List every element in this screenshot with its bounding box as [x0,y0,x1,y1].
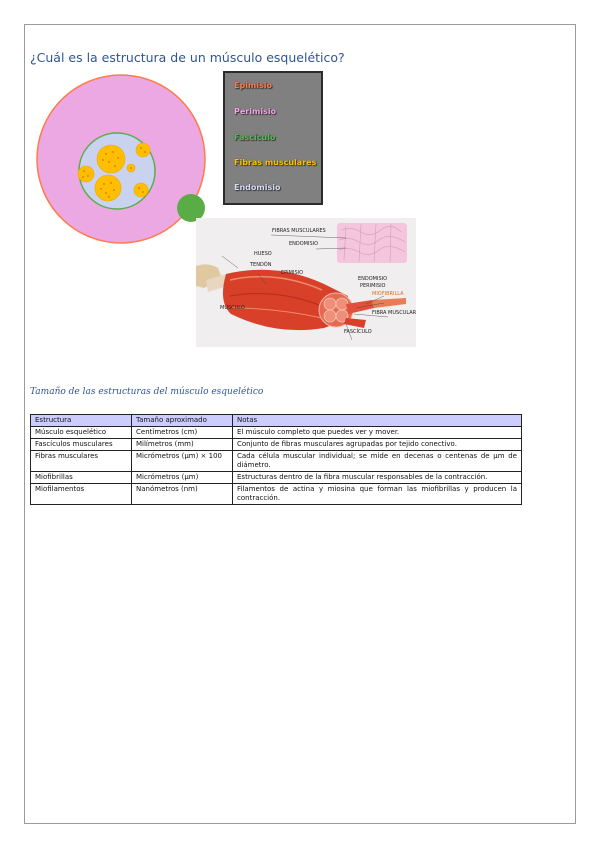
label-tendon: TENDÓN [250,262,272,268]
cell-tamano: Micrómetros (µm) [132,472,233,484]
legend-item-endomisio: Endomisio [234,183,281,192]
cell-estructura: Fibras musculares [31,451,132,472]
cell-notas: El músculo completo que puedes ver y mover. [233,427,522,439]
cell-notas: Conjunto de fibras musculares agrupadas por tejido conectivo. [233,439,522,451]
label-hueso: HUESO [254,251,272,257]
legend-item-perimisio: Perimisio [234,107,277,116]
label-endomisio: ENDOMISIO [358,276,388,282]
label-musculo: MÚSCULO [220,305,245,311]
cell-estructura: Músculo esquelético [31,427,132,439]
label-perimisio: PERIMISIO [360,283,386,289]
fiber-3 [78,166,94,182]
cell-estructura: Miofilamentos [31,484,132,505]
table-header-row [31,415,522,427]
label-fibra-muscular: FIBRA MUSCULAR [372,310,417,316]
cell-tamano: Nanómetros (nm) [132,484,233,505]
table-row [31,439,522,451]
header-notas: Notas [233,415,522,427]
cell-tamano: Milímetros (mm) [132,439,233,451]
page-title: ¿Cuál es la estructura de un músculo esquelético? [30,50,345,65]
structure-size-table [30,414,522,505]
cell-estructura: Miofibrillas [31,472,132,484]
fiber-1 [97,145,125,173]
label-fasciculo: FASCÍCULO [344,329,372,335]
myofibril-extension [372,298,406,308]
header-estructura: Estructura [31,415,132,427]
legend-item-epimisio: Epimisio [234,81,273,90]
fiber-5 [136,143,150,157]
table-row [31,451,522,472]
cell-estructura: Fascículos musculares [31,439,132,451]
muscle-anatomy-illustration [196,218,416,347]
fiber-4 [134,183,148,197]
cell-notas: Estructuras dentro de la fibra muscular responsables de la contracción. [233,472,522,484]
fiber-2 [95,175,121,201]
label-fibras-musculares: FIBRAS MUSCULARES [272,228,326,234]
cell-tamano: Micrómetros (µm) × 100 [132,451,233,472]
label-epimisio: EPIMISIO [281,270,304,276]
table-subtitle: Tamaño de las estructuras del músculo esquelético [30,387,264,397]
header-tamano: Tamaño aproximado [132,415,233,427]
legend-item-fasciculo: Fascículo [234,133,276,142]
tissue-patch [337,223,407,263]
cell-tamano: Centímetros (cm) [132,427,233,439]
cell-notas: Cada célula muscular individual; se mide en decenas o centenas de µm de diámetro. [233,451,522,472]
fiber-extension-2 [344,318,366,328]
table-row [31,427,522,439]
legend-item-fibras-musculares: Fibras musculares [234,158,317,167]
label-miofibrilla: MIOFIBRILLA [372,291,404,297]
table-row [31,472,522,484]
cell-notas: Filamentos de actina y miosina que forman las miofibrillas y producen la contracción. [233,484,522,505]
table-row [31,484,522,505]
structure-legend [223,71,323,205]
label-endomisio-top: ENDOMISIO [289,241,319,247]
